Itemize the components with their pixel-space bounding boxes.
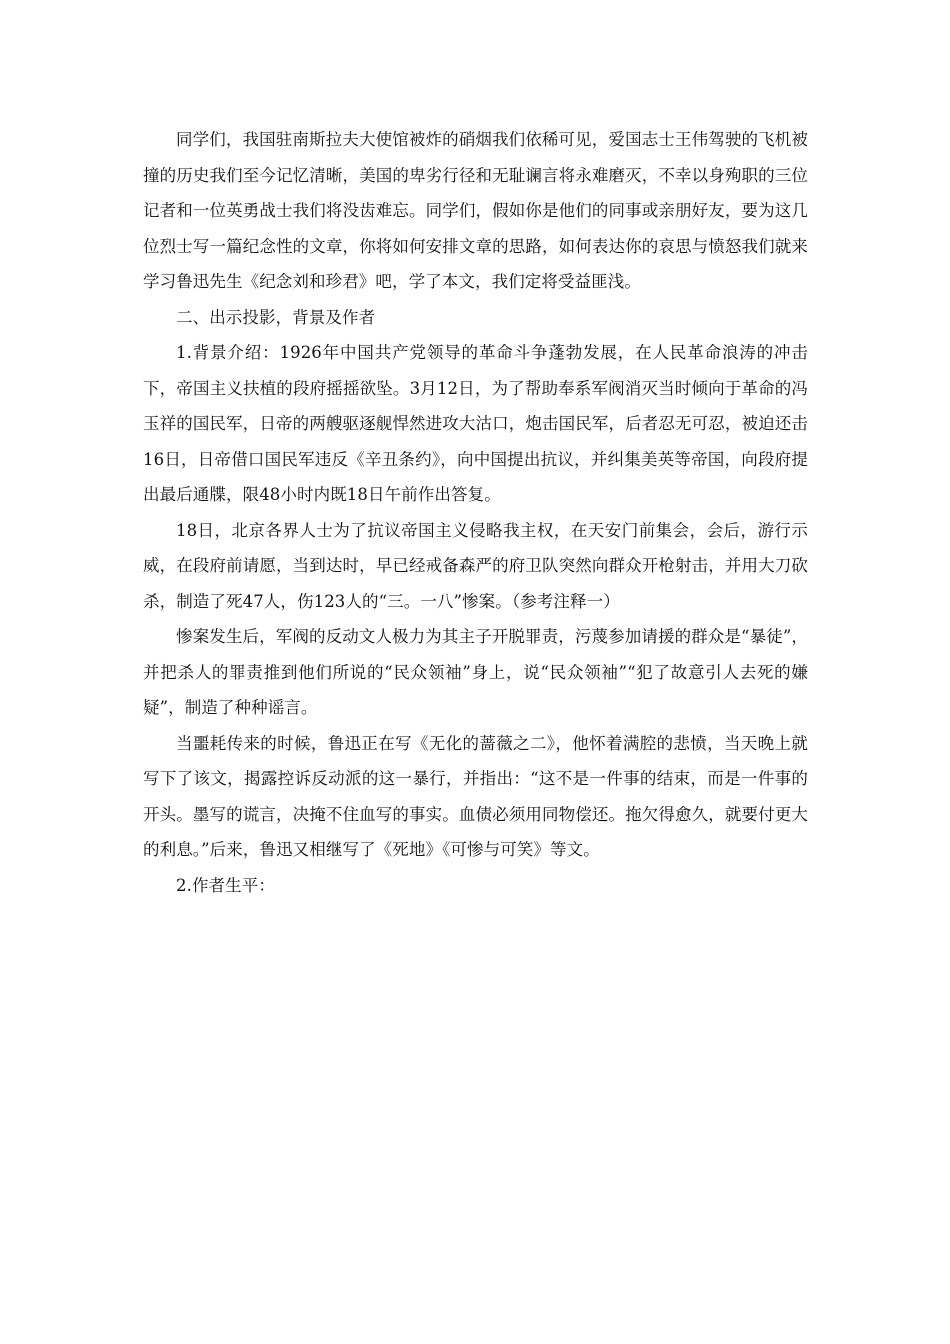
paragraph-luxun-response: 当噩耗传来的时候，鲁迅正在写《无化的蔷薇之二》，他怀着满腔的悲愤，当天晚上就写下了该文，揭露控诉反动派的这一暴行，并指出：“这不是一件事的结束，而是一件事的开头。墨写的谎言，决掩不住血写的事实。血债必须用同物偿还。拖欠得愈久，就要付更大的利息。”后来，鲁迅又相继写了《死地》《可惨与可笑》等文。 xyxy=(143,733,808,859)
document-body xyxy=(143,122,808,903)
paragraph-background-intro: 1.背景介绍：1926年中国共产党领导的革命斗争蓬勃发展，在人民革命浪涛的冲击下，帝国主义扶植的段府摇摇欲坠。3月12日，为了帮助奉系军阀消灭当时倾向于革命的冯玉祥的国民军，日帝的两艘驱逐舰悍然进攻大沽口，炮击国民军，后者忍无可忍，被迫还击16日，日帝借口国民军违反《辛丑条约》，向中国提出抗议，并纠集美英等帝国，向段府提出最后通牒，限48小时内既18日午前作出答复。 xyxy=(143,343,808,504)
paragraph-march-18: 18日，北京各界人士为了抗议帝国主义侵略我主权，在天安门前集会，会后，游行示威，在段府前请愿，当到达时，早已经戒备森严的府卫队突然向群众开枪射击，并用大刀砍杀，制造了死47人，伤123人的“三。一八”惨案。（参考注释一） xyxy=(143,520,808,611)
paragraph-intro: 同学们，我国驻南斯拉夫大使馆被炸的硝烟我们依稀可见，爱国志士王伟驾驶的飞机被撞的历史我们至今记忆清晰，美国的卑劣行径和无耻谰言将永难磨灭，不幸以身殉职的三位记者和一位英勇战士我们将没齿难忘。同学们，假如你是他们的同事或亲朋好友，要为这几位烈士写一篇纪念性的文章，你将如何安排文章的思路，如何表达你的哀思与愤怒我们就来学习鲁迅先生《纪念刘和珍君》吧，学了本文，我们定将受益匪浅。 xyxy=(143,130,808,291)
section-heading-author-life: 2.作者生平： xyxy=(176,875,275,895)
section-heading-background-author: 二、出示投影，背景及作者 xyxy=(176,307,376,327)
paragraph-after-massacre: 惨案发生后，军阀的反动文人极力为其主子开脱罪责，污蔑参加请援的群众是“暴徒”，并把杀人的罪责推到他们所说的“民众领袖”身上，说“民众领袖”“犯了故意引人去死的嫌疑”，制造了种种谣言。 xyxy=(143,627,808,717)
